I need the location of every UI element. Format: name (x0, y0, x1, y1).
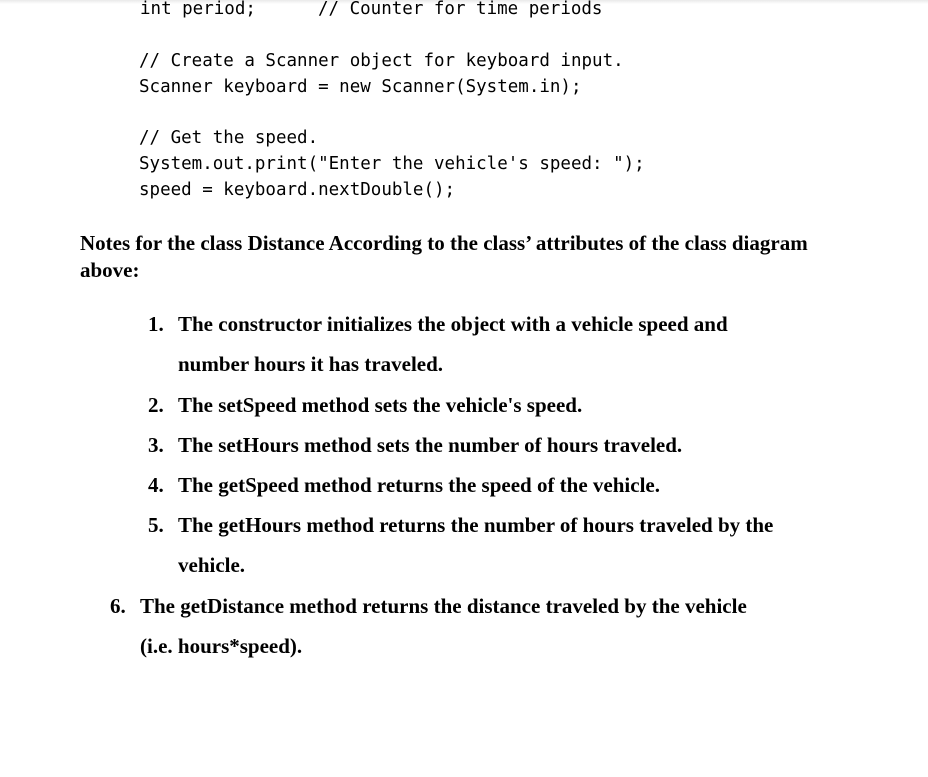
note-text: The getDistance method returns the distance traveled by the vehicle (i.e. hours*speed). (140, 594, 747, 658)
note-text: The getSpeed method returns the speed of the vehicle. (178, 473, 660, 497)
code-line: speed = keyboard.nextDouble(); (139, 180, 456, 200)
code-period-declaration: int period; (140, 0, 256, 19)
note-number: 2. (148, 393, 164, 417)
note-number: 3. (148, 433, 164, 457)
note-text: The constructor initializes the object with a vehicle speed and number hours it has traveled. (178, 312, 728, 376)
code-period-comment: // Counter for time periods (318, 0, 603, 19)
note-text: The setSpeed method sets the vehicle's speed. (178, 393, 583, 417)
note-number: 4. (148, 473, 164, 497)
code-line: // Create a Scanner object for keyboard input. (139, 51, 624, 71)
note-number: 5. (148, 513, 164, 537)
note-text: The getHours method returns the number of hours traveled by the vehicle. (178, 513, 774, 577)
code-line: System.out.print("Enter the vehicle's speed: "); (139, 154, 645, 174)
code-speed-block (139, 125, 645, 203)
note-number: 6. (110, 594, 126, 618)
code-scanner-block (139, 48, 624, 100)
code-line: Scanner keyboard = new Scanner(System.in); (139, 77, 582, 97)
note-number: 1. (148, 312, 164, 336)
code-line: // Get the speed. (139, 128, 319, 148)
note-text: The setHours method sets the number of hours traveled. (178, 433, 683, 457)
notes-heading: Notes for the class Distance According to the class’ attributes of the class diagram above: (80, 231, 808, 282)
